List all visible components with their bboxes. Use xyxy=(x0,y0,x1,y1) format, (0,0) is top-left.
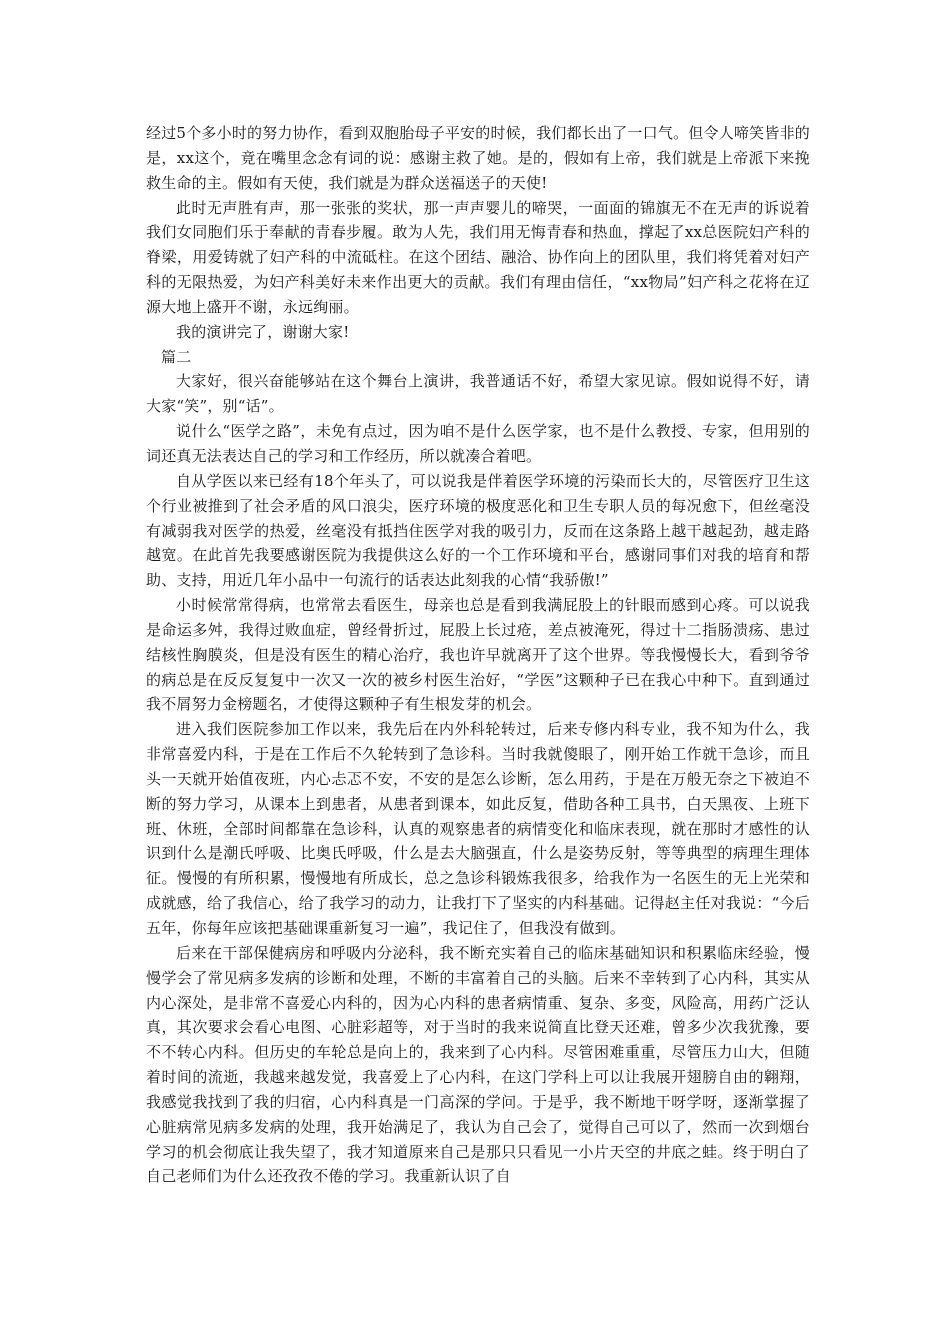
paragraph-2: 此时无声胜有声，那一张张的奖状，那一声声婴儿的啼哭，一面面的锦旗无不在无声的诉说着我们女同胞们乐于奉献的青春步履。敢为人先，我们用无悔青春和热血，撑起了xx总医院妇产科的脊梁，用爱铸就了妇产科的中流砥柱。在这个团结、融洽、协作向上的团队里，我们将凭着对妇产科的无限热爱，为妇产科美好未来作出更大的贡献。我们有理由信任，“xx物局”妇产科之花将在辽源大地上盛开不谢，永远绚丽。 xyxy=(146,198,810,316)
section-heading: 篇二 xyxy=(161,347,192,366)
paragraph-9: 后来在干部保健病房和呼吸内分泌科，我不断充实着自己的临床基础知识和积累临床经验，慢慢学会了常见病多发病的诊断和处理，不断的丰富着自己的头脑。后来不幸转到了心内科，其实从内心深处，是非常不喜爱心内科的，因为心内科的患者病情重、复杂、多变，风险高，用药广泛认真，其次要求会看心电图、心脏彩超等，对于当时的我来说简直比登天还难，曾多少次我犹豫，要不不转心内科。但历史的车轮总是向上的，我来到了心内科。尽管困难重重，尽管压力山大，但随着时间的流逝，我越来越发觉，我喜爱上了心内科，在这门学科上可以让我展开翅膀自由的翱翔，我感觉我找到了我的归宿，心内科真是一门高深的学问。于是乎，我不断地干呀学呀，逐渐掌握了心脏病常见病多发病的处理，我开始满足了，我认为自己会了，觉得自己可以了，然而一次到烟台学习的机会彻底让我失望了，我才知道原来自己是那只只看见一小片天空的井底之蛙。终于明白了自己老师们为什么还孜孜不倦的学习。我重新认识了自 xyxy=(146,943,810,1186)
paragraph-6: 自从学医以来已经有18个年头了，可以说我是伴着医学环境的污染而长大的，尽管医疗卫生这个行业被推到了社会矛盾的风口浪尖，医疗环境的极度恶化和卫生专职人员的每况愈下，但丝毫没有减弱我对医学的热爱，丝毫没有抵挡住医学对我的吸引力，反而在这条路上越干越起劲，越走路越宽。在此首先我要感谢医院为我提供这么好的一个工作环境和平台，感谢同事们对我的培育和帮助、支持，用近几年小品中一句流行的话表达此刻我的心情“我骄傲!” xyxy=(146,471,810,590)
paragraph-3: 我的演讲完了，谢谢大家! xyxy=(176,322,350,341)
document-body xyxy=(146,121,810,1189)
paragraph-7: 小时候常常得病，也常常去看医生，母亲也总是看到我满屁股上的针眼而感到心疼。可以说我是命运多舛，我得过败血症，曾经骨折过，屁股上长过疮，差点被淹死，得过十二指肠溃疡、患过结核性胸膜炎，但是没有医生的精心治疗，我也许早就离开了这个世界。等我慢慢长大，看到爷爷的病总是在反反复复中一次又一次的被乡村医生治好，“学医”这颗种子已在我心中种下。直到通过我不屑努力金榜题名，才使得这颗种子有生根发芽的机会。 xyxy=(146,596,810,714)
paragraph-1: 经过5个多小时的努力协作，看到双胞胎母子平安的时候，我们都长出了一口气。但令人啼笑皆非的是，xx这个，竟在嘴里念念有词的说：感谢主救了她。是的，假如有上帝，我们就是上帝派下来挽救生命的主。假如有天使，我们就是为群众送福送子的天使! xyxy=(146,124,810,192)
paragraph-5: 说什么“医学之路”，未免有点过，因为咱不是什么医学家，也不是什么教授、专家，但用别的词还真无法表达自己的学习和工作经历，所以就凑合着吧。 xyxy=(146,422,810,465)
paragraph-8: 进入我们医院参加工作以来，我先后在内外科轮转过，后来专修内科专业，我不知为什么，我非常喜爱内科，于是在工作后不久轮转到了急诊科。当时我就傻眼了，刚开始工作就干急诊，而且头一天就开始值夜班，内心忐忑不安，不安的是怎么诊断，怎么用药，于是在万般无奈之下被迫不断的努力学习，从课本上到患者，从患者到课本，如此反复，借助各种工具书，白天黑夜、上班下班、休班，全部时间都靠在急诊科，认真的观察患者的病情变化和临床表现，就在那时才感性的认识到什么是潮氏呼吸、比奥氏呼吸，什么是去大脑强直，什么是姿势反射，等等典型的病理生理体征。慢慢的有所积累，慢慢地有所成长，总之急诊科锻炼我很多，给我作为一名医生的无上光荣和成就感，给了我信心，给了我学习的动力，让我打下了坚实的内科基础。记得赵主任对我说：“今后五年，你每年应该把基础课重新复习一遍”，我记住了，但我没有做到。 xyxy=(146,720,810,937)
paragraph-4: 大家好，很兴奋能够站在这个舞台上演讲，我普通话不好，希望大家见谅。假如说得不好，请大家“笑”，别“话”。 xyxy=(146,372,810,416)
